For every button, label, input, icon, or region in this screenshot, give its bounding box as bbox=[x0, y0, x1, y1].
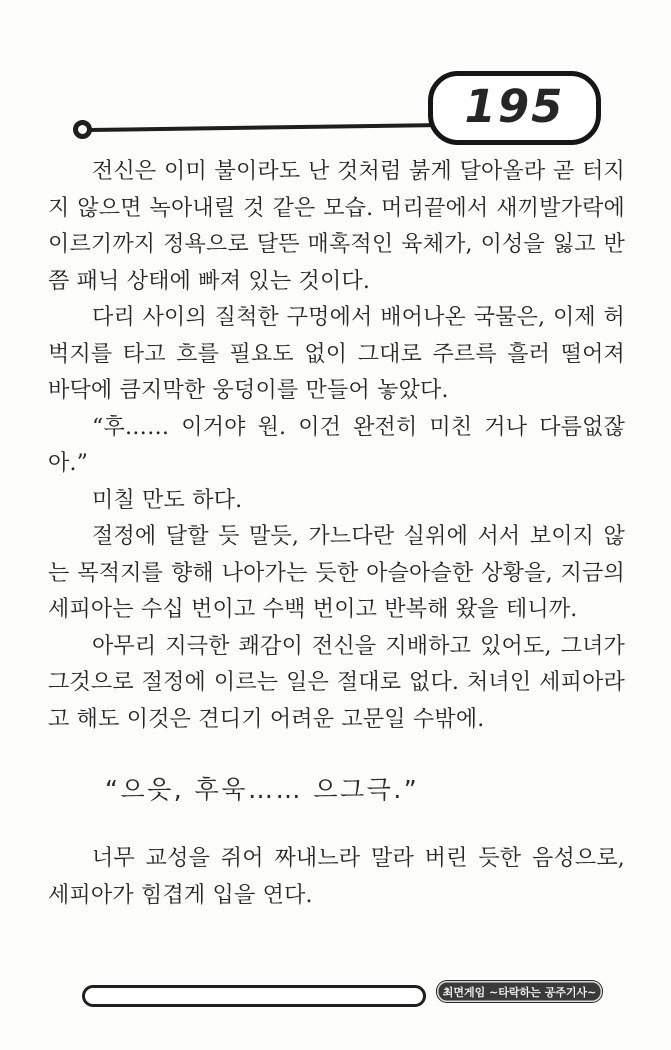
header-line-ring-ornament bbox=[73, 120, 92, 139]
series-title-text: 최면게임 ~타락하는 공주기사~ bbox=[442, 985, 597, 999]
paragraph-8: 너무 교성을 쥐어 짜내느라 말라 버린 듯한 음성으로, 세피아가 힘겹게 입을 연다. bbox=[48, 846, 625, 908]
paragraph-3-dialogue: “후…… 이거야 원. 이건 완전히 미친 거나 다름없잖아.” bbox=[48, 414, 625, 476]
page-number-badge bbox=[428, 71, 601, 145]
paragraph-4: 미칠 만도 하다. bbox=[92, 487, 243, 513]
page-number: 195 bbox=[464, 79, 565, 133]
paragraph-1: 전신은 이미 불이라도 난 것처럼 붉게 달아올라 곧 터지지 않으면 녹아내릴 것 같은 모습. 머리끝에서 새끼발가락에 이르기까지 정욕으로 달뜬 매혹적인 육체가, 이성을 잃고 반쯤 패닉 상태에 빠져 있는 것이다. bbox=[48, 159, 625, 294]
header-rule-line bbox=[88, 123, 436, 131]
paragraph-2: 다리 사이의 질척한 구멍에서 배어나온 국물은, 이제 허벅지를 타고 흐를 필요도 없이 그대로 주르륵 흘러 떨어져 바닥에 큼지막한 웅덩이를 만들어 놓았다. bbox=[48, 305, 625, 403]
footer-empty-pill bbox=[82, 985, 426, 1007]
paragraph-5: 절정에 달할 듯 말듯, 가느다란 실위에 서서 보이지 않는 목적지를 향해 나아가는 듯한 아슬아슬한 상황을, 지금의 세피아는 수십 번이고 수백 번이고 반복해 왔을 테니까. bbox=[48, 524, 625, 622]
series-title-badge bbox=[437, 981, 602, 1002]
paragraph-7-dialogue-emphasis: “으읏, 후욱…… 으그극.” bbox=[105, 775, 420, 804]
paragraph-6: 아무리 지극한 쾌감이 전신을 지배하고 있어도, 그녀가 그것으로 절정에 이르는 일은 절대로 없다. 처녀인 세피아라고 해도 이것은 견디기 어려운 고문일 수밖에. bbox=[48, 633, 625, 732]
novel-text-block bbox=[48, 154, 625, 914]
